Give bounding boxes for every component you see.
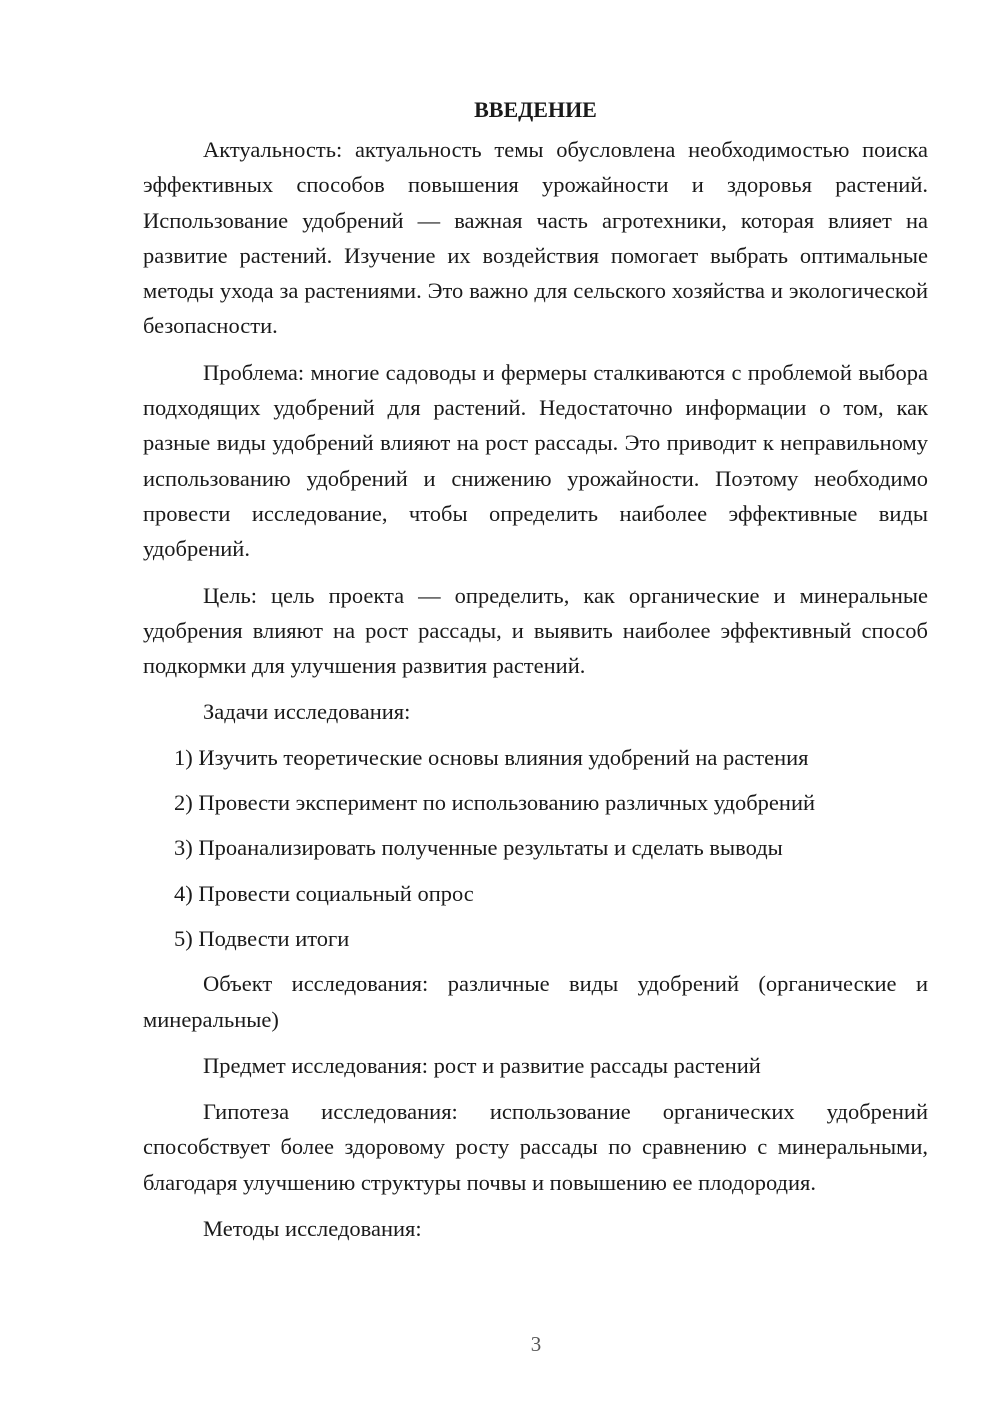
task-item: 2) Провести эксперимент по использованию различных удобрений bbox=[174, 790, 816, 816]
subject-paragraph: Предмет исследования: рост и развитие рассады растений bbox=[203, 1052, 761, 1078]
page-title: ВВЕДЕНИЕ bbox=[474, 97, 597, 122]
task-item: 1) Изучить теоретические основы влияния удобрений на растения bbox=[174, 744, 809, 770]
object-paragraph: Объект исследования: различные виды удобрений (органические и минеральные) bbox=[143, 971, 928, 1032]
problem-paragraph: Проблема: многие садоводы и фермеры сталкиваются с проблемой выбора подходящих удобрений для растений. Недостаточно информации о том, как разные виды удобрений влияют на рост рассады. Это приводит к неправильному использованию удобрений и снижению урожайности. Поэтому необходимо провести исследование, чтобы определить наиболее эффективные виды удобрений. bbox=[143, 359, 928, 562]
relevance-paragraph: Актуальность: актуальность темы обусловлена необходимостью поиска эффективных способов повышения урожайности и здоровья растений. Использование удобрений — важная часть агротехники, которая влияет на развитие растений. Изучение их воздействия помогает выбрать оптимальные методы ухода за растениями. Это важно для сельского хозяйства и экологической безопасности. bbox=[143, 137, 928, 339]
task-item: 3) Проанализировать полученные результаты и сделать выводы bbox=[174, 835, 783, 861]
task-item: 4) Провести социальный опрос bbox=[174, 880, 474, 906]
document-page bbox=[143, 92, 928, 1246]
goal-paragraph: Цель: цель проекта — определить, как органические и минеральные удобрения влияют на рост рассады, и выявить наиболее эффективный способ подкормки для улучшения развития растений. bbox=[143, 582, 928, 679]
tasks-heading: Задачи исследования: bbox=[203, 699, 411, 725]
hypothesis-paragraph: Гипотеза исследования: использование органических удобрений способствует более здоровому росту рассады по сравнению с минеральными, благодаря улучшению структуры почвы и повышению ее плодородия. bbox=[143, 1099, 928, 1195]
task-item: 5) Подвести итоги bbox=[174, 925, 350, 951]
methods-heading: Методы исследования: bbox=[203, 1216, 422, 1242]
page-number: 3 bbox=[530, 1332, 542, 1356]
